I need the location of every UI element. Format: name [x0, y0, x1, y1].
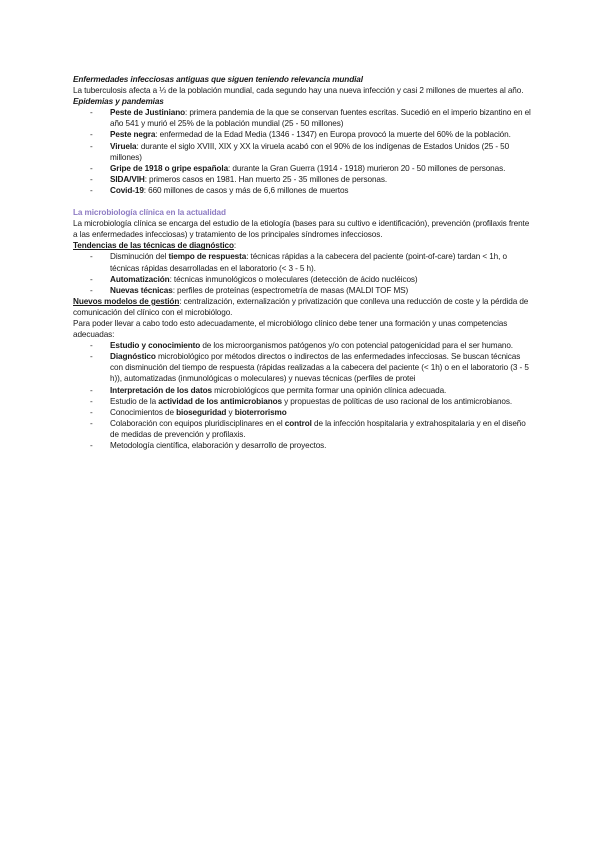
list-item [73, 285, 533, 296]
item-prefix: Metodología científica, elaboración y desarrollo de proyectos. [110, 441, 327, 450]
item-text: : 660 millones de casos y más de 6,6 millones de muertos [143, 185, 349, 195]
item-text: : primera pandemia de la que se conservan fuentes escritas. Sucedió en el imperio bizantino en el año 541 y murió el 25% de la población mundial (25 - 50 millones) [110, 108, 531, 129]
list-item [73, 185, 533, 196]
item-text: microbiológicos que permita formar una opinión clínica adecuada. [211, 385, 447, 395]
list-item [73, 274, 533, 285]
item-term-2: bioterrorismo [234, 407, 287, 417]
subtitle-epidemics: Epidemias y pandemias [73, 97, 164, 107]
section-title-clinical-microbiology: La microbiología clínica en la actualidad [73, 208, 226, 218]
item-prefix: Conocimientos de [110, 407, 177, 417]
trends-colon: : [233, 241, 237, 251]
list-item [73, 440, 533, 451]
bullet-dash-icon: - [90, 385, 93, 395]
item-term: Viruela [110, 141, 137, 151]
item-text: : primeros casos en 1981. Han muerto 25 - 35 millones de personas. [144, 174, 388, 184]
trends-heading [73, 240, 533, 251]
bullet-dash-icon: - [90, 341, 93, 351]
item-term: Peste de Justiniano [110, 108, 185, 118]
trends-list [73, 251, 533, 295]
list-item [73, 396, 533, 407]
list-item [73, 163, 533, 174]
competences-intro-paragraph: Para poder llevar a cabo todo esto adecuadamente, el microbiólogo clínico debe tener una formación y unas competencias adecuadas: [73, 318, 508, 340]
document-page [73, 74, 533, 451]
list-item [73, 129, 533, 140]
epidemics-list [73, 107, 533, 196]
list-item [73, 351, 533, 384]
section-title-infectious-diseases: Enfermedades infecciosas antiguas que siguen teniendo relevancia mundial [73, 75, 363, 84]
item-prefix: Colaboración con equipos pluridisciplinares en el [110, 418, 285, 428]
item-term: Estudio y conocimiento [110, 341, 201, 351]
bullet-dash-icon: - [90, 396, 93, 406]
item-term: actividad de los antimicrobianos [158, 396, 282, 406]
list-item [73, 251, 533, 273]
item-text: de la infección hospitalaria y extrahospitalaria y en el diseño de medidas de prevención y profilaxis. [110, 418, 526, 439]
item-text: : perfiles de proteínas (espectrometría de masas (MALDI TOF MS) [172, 285, 409, 295]
management-models-paragraph [73, 296, 533, 318]
list-item [73, 385, 533, 396]
item-term: Peste negra [110, 130, 156, 140]
bullet-dash-icon: - [90, 252, 93, 262]
tuberculosis-paragraph: La tuberculosis afecta a ⅓ de la población mundial, cada segundo hay una nueva infección y casi 2 millones de muertes al año. [73, 86, 524, 96]
trends-title: Tendencias de las técnicas de diagnóstico [73, 241, 234, 251]
item-term: Diagnóstico [110, 352, 156, 362]
item-term: Interpretación de los datos [110, 385, 212, 395]
item-term: tiempo de respuesta [168, 252, 247, 262]
item-term: Automatización [110, 274, 170, 284]
list-item [73, 174, 533, 185]
item-term: Covid-19 [110, 185, 144, 195]
bullet-dash-icon: - [90, 352, 93, 362]
item-term: bioseguridad [176, 407, 227, 417]
bullet-dash-icon: - [90, 418, 93, 428]
item-prefix: Disminución del [110, 252, 169, 262]
microbiology-intro-paragraph: La microbiología clínica se encarga del estudio de la etiología (bases para su cultivo e identificación), prevención (profilaxis frente a las enfermedades infecciosas) y tratamiento de los principales síndromes infecciosos. [73, 219, 530, 240]
item-prefix: Estudio de la [110, 396, 159, 406]
item-text: de los microorganismos patógenos y/o con potencial patogenicidad para el ser humano. [200, 341, 513, 351]
item-text: : durante el siglo XVIII, XIX y XX la viruela acabó con el 90% de los indígenas de Estados Unidos (25 - 50 millones) [110, 141, 510, 162]
bullet-dash-icon: - [90, 441, 93, 450]
bullet-dash-icon: - [90, 407, 93, 417]
item-text: : durante la Gran Guerra (1914 - 1918) murieron 20 - 50 millones de personas. [228, 163, 506, 173]
list-item [73, 407, 533, 418]
models-title: Nuevos modelos de gestión [73, 296, 180, 306]
item-text: y propuestas de políticas de uso racional de los antimicrobianos. [281, 396, 513, 406]
bullet-dash-icon: - [90, 108, 93, 118]
bullet-dash-icon: - [90, 141, 93, 151]
competences-list [73, 340, 533, 451]
list-item [73, 340, 533, 351]
bullet-dash-icon: - [90, 274, 93, 284]
bullet-dash-icon: - [90, 130, 93, 140]
item-text: y [226, 407, 235, 417]
list-item [73, 141, 533, 163]
item-term: Gripe de 1918 o gripe española [110, 163, 229, 173]
models-text: : centralización, externalización y privatización que conlleva una reducción de coste y la pérdida de comunicación del clínico con el microbiólogo. [73, 296, 529, 317]
bullet-dash-icon: - [90, 185, 93, 195]
item-text: : técnicas rápidas a la cabecera del paciente (point-of-care) tardan < 1h, o técnicas rápidas desarrolladas en el laboratorio (< 3 - 5 h). [110, 252, 507, 273]
item-text: : enfermedad de la Edad Media (1346 - 1347) en Europa provocó la muerte del 60% de la población. [155, 130, 511, 140]
item-term: control [284, 418, 312, 428]
bullet-dash-icon: - [90, 174, 93, 184]
list-item [73, 418, 533, 440]
list-item [73, 107, 533, 129]
item-text: microbiológico por métodos directos o indirectos de las enfermedades infecciosas. Se buscan técnicas con disminución del tiempo de respuesta (rápidas realizadas a la cabecera del paciente (< 1h) o en el laboratorio (3 - 5 h)), automatizadas (inmunológicas o moleculares) y nuevas técnicas (perfiles de protei [110, 352, 529, 384]
item-text: : técnicas inmunológicos o moleculares (detección de ácido nucléicos) [169, 274, 418, 284]
item-term: Nuevas técnicas [110, 285, 173, 295]
item-term: SIDA/VIH [110, 174, 145, 184]
bullet-dash-icon: - [90, 163, 93, 173]
bullet-dash-icon: - [90, 285, 93, 295]
